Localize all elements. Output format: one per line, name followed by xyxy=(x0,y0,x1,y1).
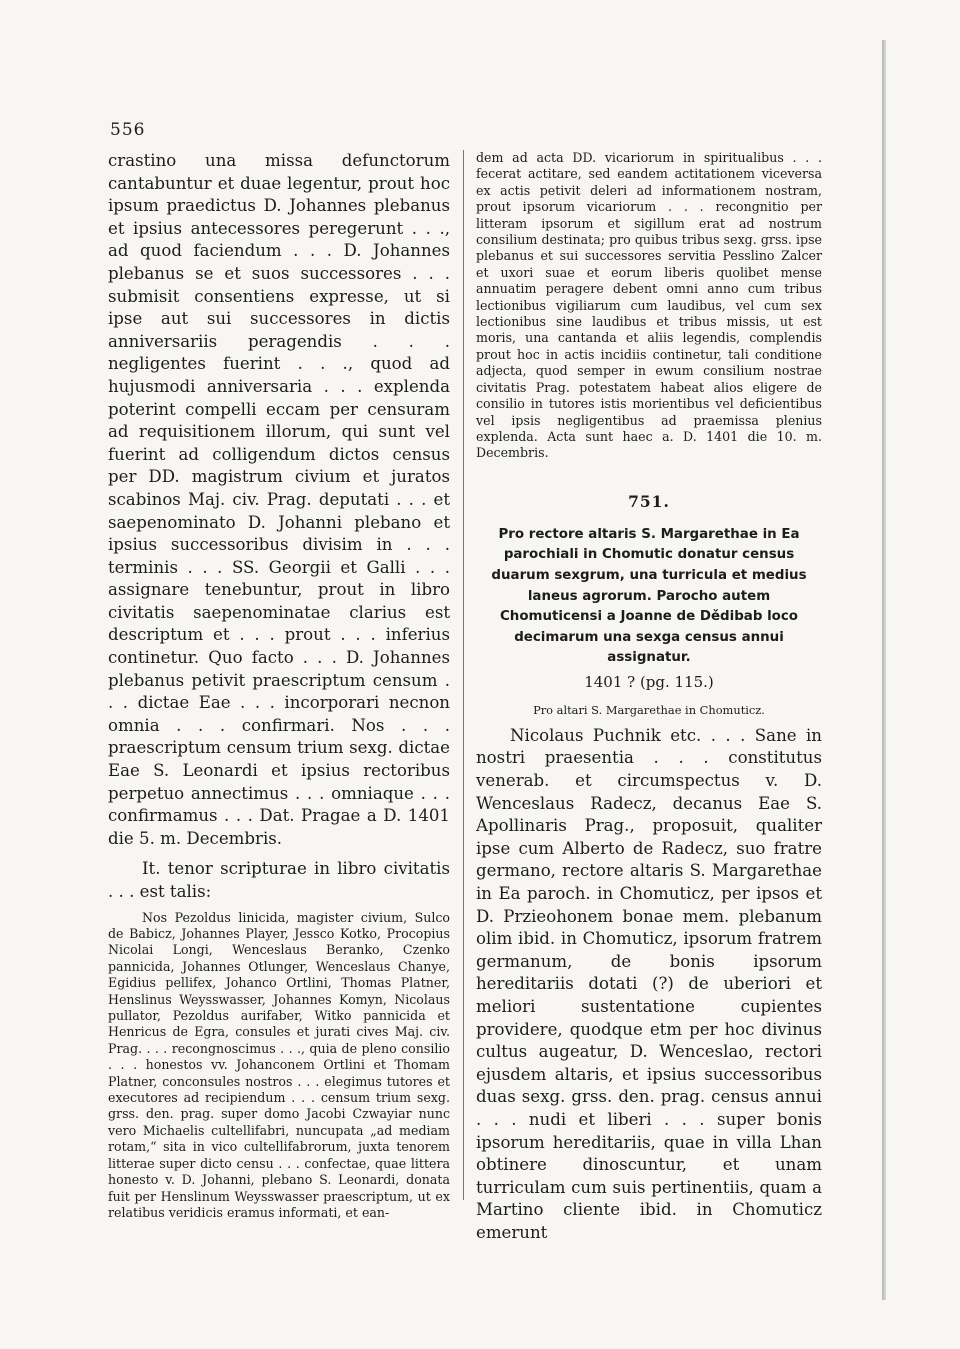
column-divider xyxy=(463,150,464,1200)
left-column xyxy=(108,150,450,1221)
entry-text: Nicolaus Puchnik etc. . . . Sane in nostri praesentia . . . constitutus venerab. et circumspectus v. D. Wenceslaus Radecz, decanus Eae S. Apollinaris Prag., proposuit, qualiter ipse cum Alberto de Radecz, suo fratre germano, rectore altaris S. Margarethae in Ea paroch. in Chomuticz, per ipsos et D. Przieohonem bonae mem. plebanum olim ibid. in Chomuticz, ipsorum fratrem germanum, de bonis ipsorum hereditariis dotati (?) de uberiori et meliori sustentatione cupientes providere, quodque etm per hoc divinus cultus augeatur, D. Wenceslao, rectori ejusdem altaris, et ipsius successoribus duas sexg. grss. den. prag. census annui . . . nudi et liberi . . . super bonis ipsorum hereditariis, quae in villa Lhan obtinere dinoscuntur, et unam turriculam cum suis pertinentiis, quam a Martino cliente ibid. in Chomuticz emerunt xyxy=(476,725,822,1242)
scan-edge-shadow xyxy=(882,40,886,1300)
page-number: 556 xyxy=(110,120,146,140)
entry-number: 751. xyxy=(628,491,670,511)
scripture-intro: It. tenor scripturae in libro civitatis . . . est talis: xyxy=(108,859,450,901)
quoted-city-record: Nos Pezoldus linicida, magister civium, Sulco de Babicz, Johannes Player, Jessco Kotko, Procopius Nicolai Longi, Wenceslaus Beranko, Czenko pannicida, Johannes Otlunger, Wenceslaus Chanye, Egidius pellifex, Johanco Ortlini, Thomas Platner, Henslinus Weysswasser, Johannes Komyn, Nicolaus pullator, Pezoldus aurifaber, Witko pannicida et Henricus de Egra, consules et jurati cives Maj. civ. Prag. . . . recongnoscimus . . ., quia de pleno consilio . . . honestos vv. Johanconem Ortlini et Thomam Platner, conconsules nostros . . . elegimus tutores et executores ad recipiendum . . . censum trium sexg. grss. den. prag. super domo Jacobi Czwayiar nunc vero Michaelis cultellifabri, nuncupata „ad mediam rotam,“ sita in vico cultellifabrorum, juxta tenorem litterae super dicto censu . . . confectae, quae littera honesto v. D. Johanni, plebano S. Leonardi, donata fuit per Henslinum Weysswasser praescriptum, ut ex relatibus veridicis eramus informati, et ean- xyxy=(108,909,450,1220)
left-main-text: crastino una missa defunctorum cantabuntur et duae legentur, prout hoc ipsum praedictus D. Johannes plebanus et ipsius antecessores peregerunt . . ., ad quod faciendum . . . D. Johannes plebanus se et suos successores . . . submisit consentiens expresse, ut si ipse aut sui successores in dictis anniversariis peragendis . . . negligentes fuerint . . ., quod ad hujusmodi anniversaria . . . explenda poterint compelli eccam per censuram ad requisitionem illorum, qui sunt vel fuerint ad colligendum dictos census per DD. magistrum civium et juratos scabinos Maj. civ. Prag. deputati . . . et saepenominato D. Johanni plebano et ipsius successoribus divisim in . . . terminis . . . SS. Georgii et Galli . . . assignare tenebuntur, prout in libro civitatis saepenominatae clarius est descriptum et . . . prout . . . inferius continetur. Quo facto . . . D. Johannes plebanus petivit praescriptum censum . . . dictae Eae . . . incorporari necnon omnia . . . confirmari. Nos . . . praescriptum censum trium sexg. dictae Eae S. Leonardi et ipsius rectoribus perpetuo annectimus . . . omniaque . . . confirmamus . . . Dat. Pragae a D. 1401 die 5. m. Decembris. xyxy=(108,151,450,848)
right-column xyxy=(476,150,822,1245)
entry-subheading: Pro altari S. Margarethae in Chomuticz. xyxy=(533,702,765,717)
entry-heading: Pro rectore altaris S. Margarethae in Ea parochiali in Chomutic donatur census duarum sexgrum, una turricula et medius laneus agrorum. Parocho autem Chomuticensi a Joanne de Dědibab loco decimarum una sexga census annui assignatur. xyxy=(491,526,807,666)
entry-date: 1401 ? (pg. 115.) xyxy=(584,672,714,691)
right-continued-text: dem ad acta DD. vicariorum in spiritualibus . . . fecerat actitare, sed eandem actitationem viceversa ex actis petivit deleri ad informationem nostram, prout ipsorum vicariorum . . . recongnitio per litteram ipsorum et sigillum erat ad nostrum consilium destinata; pro quibus tribus sexg. grss. ipse plebanus et sui successores servitia Pesslino Zalcer et uxori suae et eorum liberis quolibet mense annuatim peragere debent omni anno cum tribus lectionibus vigiliarum cum laudibus, vel cum sex lectionibus sine laudibus et tribus missis, ut est moris, una cantanda et aliis legendis, complendis prout hoc in actis incidiis continetur, tali conditione adjecta, quod semper in ewum consilium nostrae civitatis Prag. potestatem habeat alios eligere de consilio in tutores istis morientibus vel deficientibus vel ipsis negligentibus ad praemissa plenius explenda. Acta sunt haec a. D. 1401 die 10. m. Decembris. xyxy=(476,150,822,461)
